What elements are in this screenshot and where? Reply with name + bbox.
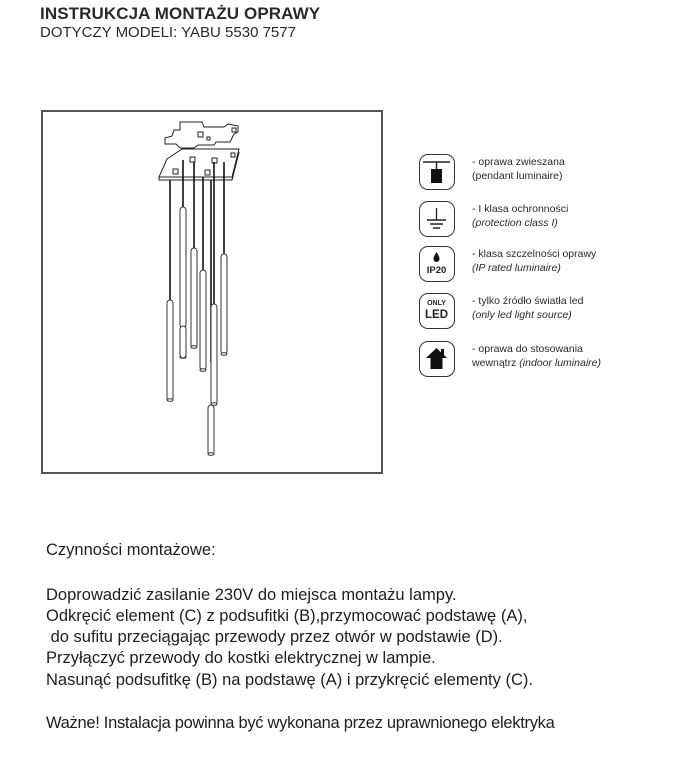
product-illustration-frame [41,110,383,474]
legend-label-pl: - oprawa do stosowania [472,343,583,355]
document-title: INSTRUKCJA MONTAŻU OPRAWY [40,4,321,23]
instruction-step: Doprowadzić zasilanie 230V do miejsca montażu lampy. [46,586,457,604]
legend-label-en: (only led light source) [472,308,572,321]
pendant-luminaire-icon [419,154,455,190]
legend-item-only-led [419,293,689,333]
legend-item-ip-rating [419,246,689,286]
indoor-house-icon [419,341,455,377]
instruction-step: Odkręcić element (C) z podsufitki (B),przymocować podstawę (A), [46,607,528,625]
only-led-icon-bottom-label: LED [425,309,448,321]
legend-label-pl: - tylko źródło światła led [472,295,584,307]
legend-label-en: (indoor luminaire) [519,356,601,369]
legend-label-pl: - I klasa ochronności [472,203,569,215]
ip20-icon [419,246,455,282]
instruction-step: do sufitu przeciągając przewody przez otwór w podstawie (D). [46,628,503,646]
safety-warning: Ważne! Instalacja powinna być wykonana przez uprawnionego elektryka [46,714,555,732]
legend-item-pendant [419,154,689,194]
legend-item-protection-class [419,201,689,241]
only-led-icon-top-label: ONLY [427,300,446,307]
legend-label-pl: - klasa szczelności oprawy [472,248,597,260]
instructions-heading: Czynności montażowe: [46,541,216,559]
legend-label-en: (protection class I) [472,216,558,229]
legend-label-pl: - oprawa zwieszana [472,156,565,168]
protection-class-earth-icon [419,201,455,237]
legend-label-pl-cont: wewnątrz [472,356,517,369]
instruction-step: Nasunąć podsufitkę (B) na podstawę (A) i przykręcić elementy (C). [46,671,533,689]
legend-label-en: (IP rated luminaire) [472,261,561,274]
ip20-icon-label: IP20 [426,265,447,276]
only-led-icon [419,293,455,329]
legend-label-en: (pendant luminaire) [472,169,563,182]
document-subtitle: DOTYCZY MODELI: YABU 5530 7577 [40,24,296,41]
legend-item-indoor [419,341,689,381]
instruction-step: Przyłączyć przewody do kostki elektrycznej w lampie. [46,649,436,667]
pendant-lamp-illustration [43,112,383,474]
